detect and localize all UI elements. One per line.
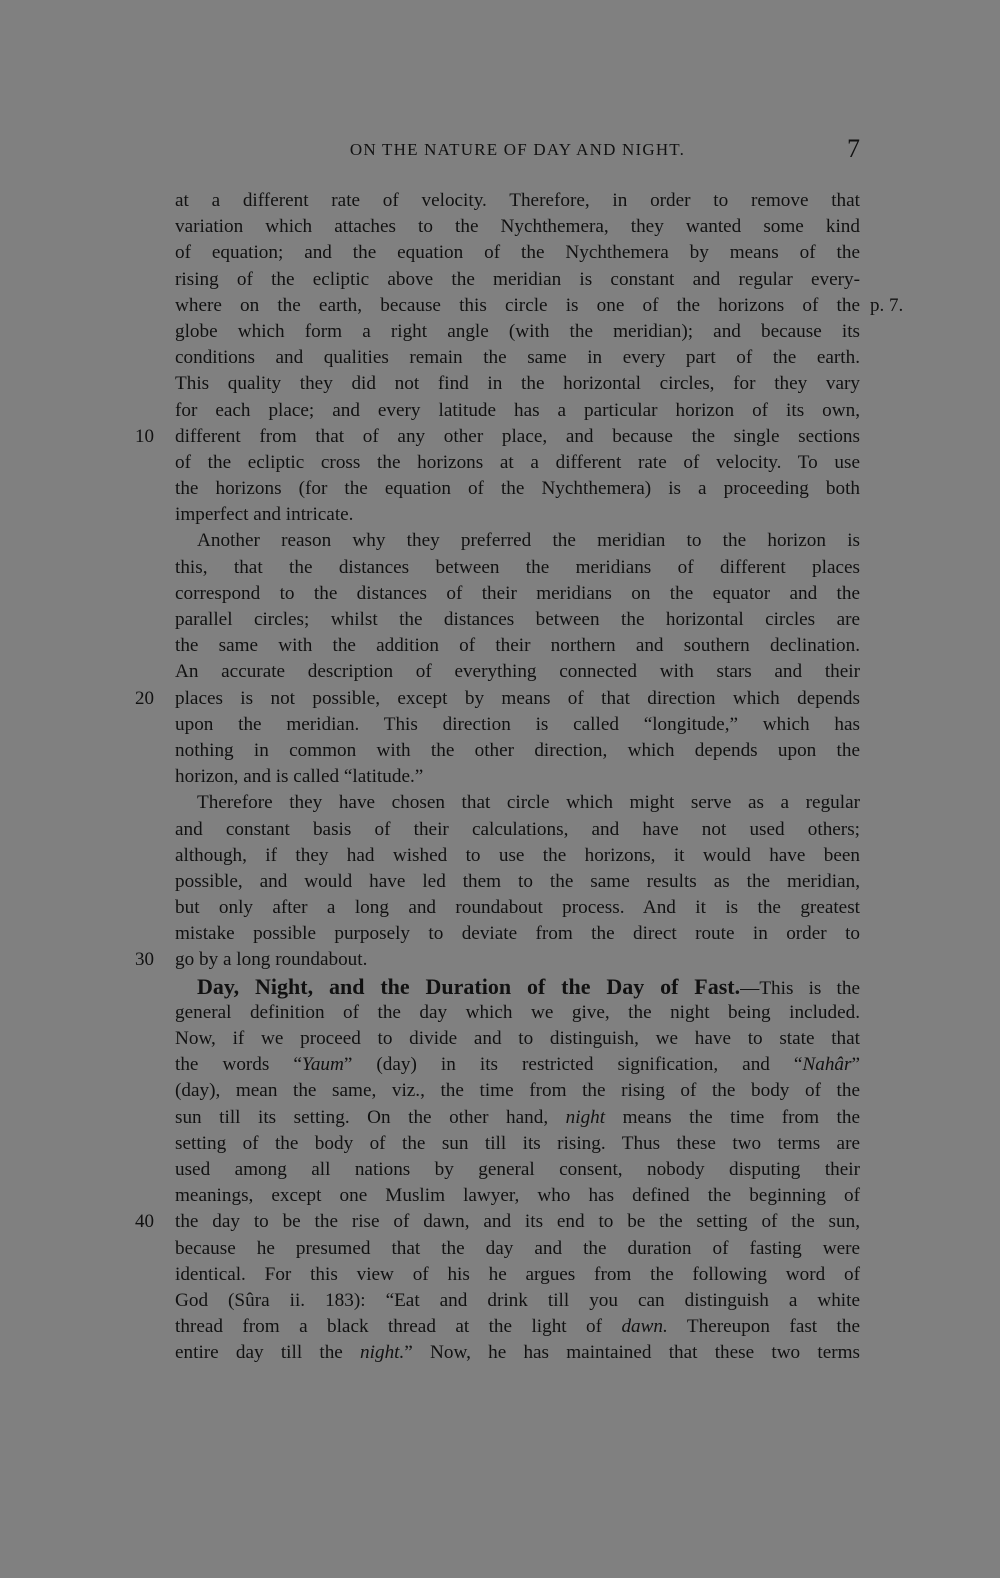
- text-line: but only after a long and roundabout process. And it is the greatest: [175, 897, 860, 919]
- text-line: setting of the body of the sun till its rising. Thus these two terms are: [175, 1132, 860, 1154]
- line-number: 10: [135, 425, 154, 447]
- text-line: [175, 1105, 860, 1131]
- text-line-with-margin-note: [175, 293, 904, 319]
- text-line: general definition of the day which we give, the night being included.: [175, 1001, 860, 1023]
- page-number: 7: [847, 134, 860, 163]
- italic-term-night: night: [565, 1106, 606, 1128]
- text-fragment: Thereupon fast the: [667, 1316, 860, 1338]
- text-line: God (Sûra ii. 183): “Eat and drink till you can distinguish a white: [175, 1289, 860, 1311]
- text-line: places is not possible, except by means of that direction which depends: [175, 687, 860, 709]
- text-line: go by a long roundabout.: [175, 949, 368, 971]
- text-line: the horizons (for the equation of the Nychthemera) is a proceeding both: [175, 478, 860, 500]
- text-fragment: means the time from the: [605, 1106, 860, 1128]
- section-heading: Day, Night, and the Duration of the Day of Fast.: [197, 973, 741, 999]
- text-line: Now, if we proceed to divide and to distinguish, we have to state that: [175, 1028, 860, 1049]
- text-line: This quality they did not find in the horizontal circles, for they vary: [175, 373, 860, 395]
- line-number: 20: [135, 687, 154, 709]
- section-heading-line: [175, 974, 860, 1000]
- page-header: [175, 134, 860, 168]
- text-line: and constant basis of their calculations, and have not used others;: [175, 818, 860, 840]
- text-line: variation which attaches to the Nychthemera, they wanted some kind: [175, 216, 860, 238]
- text-line: for each place; and every latitude has a particular horizon of its own,: [175, 399, 860, 421]
- numbered-line: [135, 1209, 860, 1235]
- line-number: 40: [135, 1211, 154, 1233]
- text-line: meanings, except one Muslim lawyer, who has defined the beginning of: [175, 1185, 860, 1207]
- text-line: different from that of any other place, and because the single sections: [175, 425, 860, 447]
- numbered-line: [135, 947, 860, 973]
- text-line: the same with the addition of their northern and southern declination.: [175, 635, 860, 657]
- running-title: ON THE NATURE OF DAY AND NIGHT.: [349, 140, 686, 159]
- text-fragment: ” (day) in its restricted signification, and “: [343, 1054, 803, 1076]
- text-line: at a different rate of velocity. Therefore, in order to remove that: [175, 190, 860, 211]
- margin-page-reference: p. 7.: [870, 294, 904, 316]
- line-number: 30: [135, 949, 154, 971]
- text-line: [175, 1314, 860, 1340]
- text-line: (day), mean the same, viz., the time from the rising of the body of the: [175, 1080, 860, 1102]
- text-fragment: entire day till the: [175, 1342, 361, 1364]
- text-line: Therefore they have chosen that circle which might serve as a regular: [197, 792, 860, 814]
- text-line: horizon, and is called “latitude.”: [175, 766, 424, 788]
- text-line: globe which form a right angle (with the meridian); and because its: [175, 320, 860, 342]
- text-line: possible, and would have led them to the same results as the meridian,: [175, 870, 860, 892]
- text-line: imperfect and intricate.: [175, 504, 354, 526]
- text-line: identical. For this view of his he argues from the following word of: [175, 1263, 860, 1285]
- italic-term-nahar: Nahâr: [802, 1054, 852, 1076]
- italic-term-night: night.: [360, 1342, 405, 1364]
- text-line: because he presumed that the day and the duration of fasting were: [175, 1237, 860, 1259]
- text-fragment: —This is the: [740, 977, 860, 999]
- italic-term-dawn: dawn.: [621, 1316, 668, 1338]
- text-line: upon the meridian. This direction is called “longitude,” which has: [175, 713, 860, 735]
- text-line: mistake possible purposely to deviate from the direct route in order to: [175, 923, 860, 945]
- text-line: conditions and qualities remain the same in every part of the earth.: [175, 347, 860, 369]
- text-line: where on the earth, because this circle is one of the horizons of the: [175, 294, 860, 316]
- text-line: [175, 1052, 860, 1078]
- text-line: correspond to the distances of their meridians on the equator and the: [175, 582, 860, 604]
- italic-term-yaum: Yaum: [301, 1054, 344, 1076]
- numbered-line: [135, 424, 860, 450]
- text-line: An accurate description of everything connected with stars and their: [175, 661, 860, 683]
- text-line: this, that the distances between the meridians of different places: [175, 556, 860, 578]
- text-fragment: ” Now, he has maintained that these two terms: [404, 1342, 860, 1364]
- numbered-line: [135, 686, 860, 712]
- text-line: nothing in common with the other direction, which depends upon the: [175, 739, 860, 761]
- text-line: [175, 1340, 860, 1366]
- text-fragment: ”: [851, 1054, 861, 1076]
- text-fragment: sun till its setting. On the other hand,: [175, 1106, 566, 1128]
- text-line: rising of the ecliptic above the meridian is constant and regular every-: [175, 268, 860, 290]
- text-line: of equation; and the equation of the Nychthemera by means of the: [175, 242, 860, 264]
- text-line: Another reason why they preferred the meridian to the horizon is: [197, 530, 860, 552]
- text-fragment: the words “: [175, 1054, 302, 1076]
- text-line: the day to be the rise of dawn, and its end to be the setting of the sun,: [175, 1211, 860, 1233]
- body-text: [135, 188, 904, 1366]
- text-fragment: thread from a black thread at the light of: [175, 1316, 622, 1338]
- text-line: of the ecliptic cross the horizons at a different rate of velocity. To use: [175, 451, 860, 473]
- text-line: although, if they had wished to use the horizons, it would have been: [175, 844, 860, 866]
- text-line: used among all nations by general consent, nobody disputing their: [175, 1158, 860, 1180]
- text-line: parallel circles; whilst the distances between the horizontal circles are: [175, 609, 860, 630]
